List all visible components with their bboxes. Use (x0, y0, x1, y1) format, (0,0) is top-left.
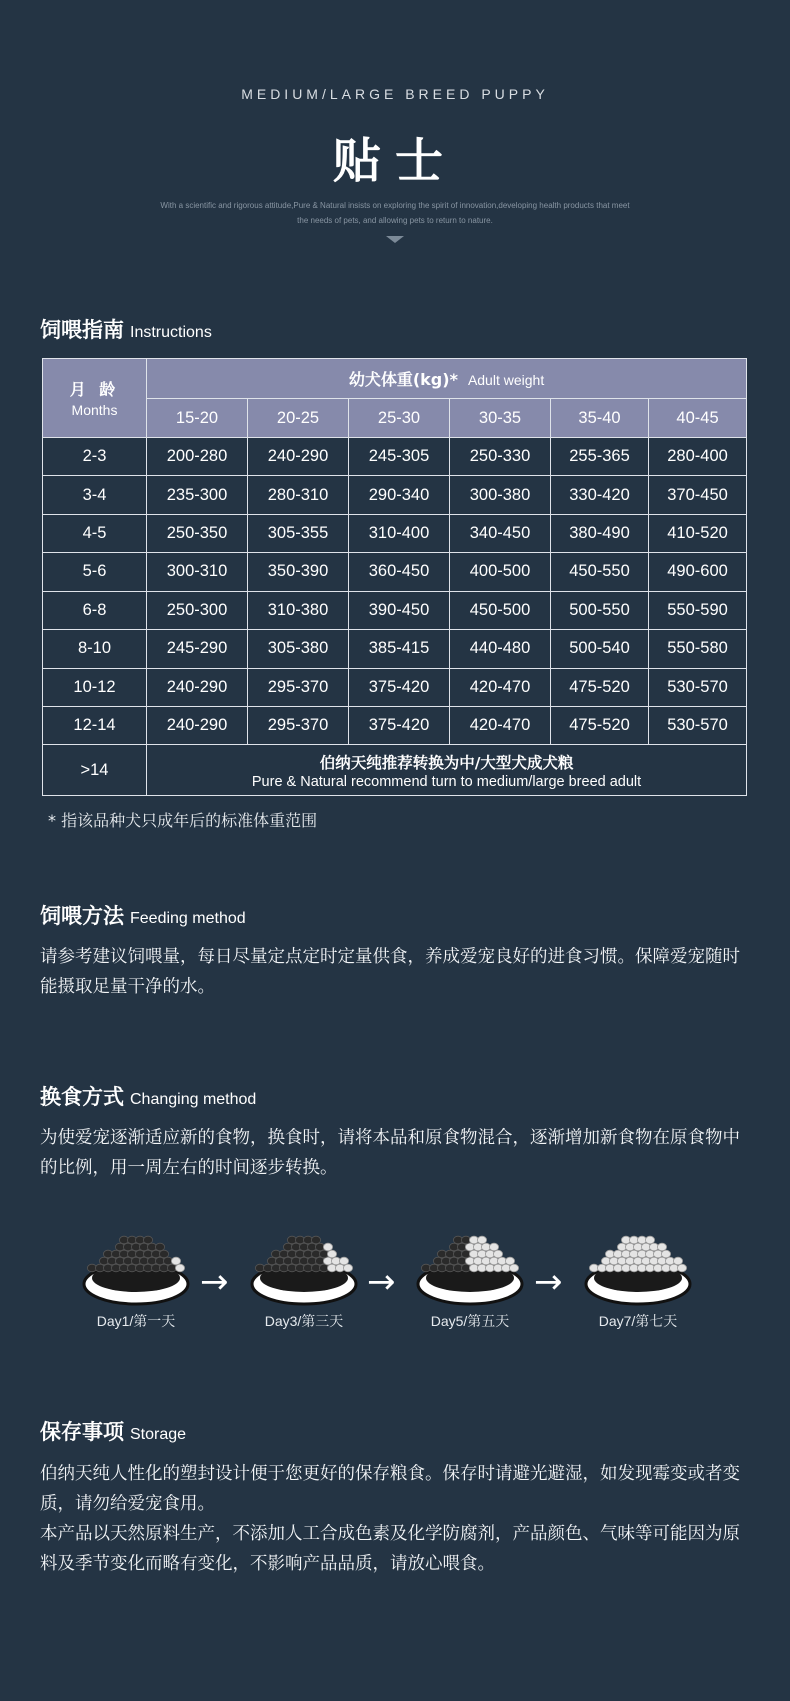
header-subtitle: MEDIUM/LARGE BREED PUPPY (241, 86, 549, 102)
table-row (43, 476, 747, 514)
arrow-right-icon: → (367, 1262, 396, 1302)
feeding-guide-title (40, 314, 212, 344)
table-row (43, 668, 747, 706)
new-food-pellet (343, 1264, 352, 1272)
recommendation-zh: 伯纳天纯推荐转换为中/大型犬成犬粮 (319, 753, 574, 772)
amount-cell: 310-380 (248, 591, 349, 629)
bowl-stage (244, 1222, 364, 1329)
amount-cell: 305-355 (248, 514, 349, 552)
feeding-guide-title-zh: 饲喂指南 (40, 318, 124, 342)
feeding-method-title-en: Feeding method (130, 910, 246, 927)
changing-method-title-zh: 换食方式 (40, 1085, 124, 1109)
table-row (43, 706, 747, 744)
amount-cell: 340-450 (450, 514, 551, 552)
new-food-pellet (171, 1257, 180, 1265)
weight-column-header: 20-25 (248, 399, 349, 437)
amount-cell: 360-450 (349, 553, 450, 591)
old-food-pellet (155, 1243, 164, 1251)
amount-cell: 370-450 (649, 476, 747, 514)
new-food-pellet (677, 1264, 686, 1272)
changing-method-title (40, 1081, 256, 1111)
changing-method-text: 为使爱宠逐渐适应新的食物，换食时，请将本品和原食物混合，逐渐增加新食物在原食物中的比例，用一周左右的时间逐步转换。 (40, 1128, 740, 1178)
header-description: With a scientific and rigorous attitude,Pure & Natural insists on exploring the spirit of innovation,developing health products that meet the needs of pets, and allowing pets to return to nature. (160, 201, 630, 225)
old-food-pellet (311, 1236, 320, 1244)
amount-cell: 300-310 (147, 553, 248, 591)
new-food-pellet (489, 1243, 498, 1251)
new-food-pellet (673, 1257, 682, 1265)
amount-cell: 350-390 (248, 553, 349, 591)
month-cell: 4-5 (43, 514, 147, 552)
arrow-right-icon: → (200, 1262, 229, 1302)
old-food-pellet (159, 1250, 168, 1258)
month-cell: 2-3 (43, 437, 147, 475)
new-food-pellet (505, 1257, 514, 1265)
amount-cell: 385-415 (349, 630, 450, 668)
amount-cell: 550-580 (649, 630, 747, 668)
month-cell: >14 (43, 745, 147, 796)
amount-cell: 250-330 (450, 437, 551, 475)
new-food-pellet (645, 1236, 654, 1244)
weight-column-header: 30-35 (450, 399, 551, 437)
month-header-zh: 月 龄 (69, 380, 120, 400)
amount-cell: 475-520 (551, 706, 649, 744)
amount-cell: 530-570 (649, 668, 747, 706)
new-food-pellet (175, 1264, 184, 1272)
bowl-icon (410, 1222, 530, 1307)
amount-cell: 420-470 (450, 706, 551, 744)
amount-cell: 240-290 (147, 668, 248, 706)
storage-title (40, 1416, 186, 1446)
amount-cell: 400-500 (450, 553, 551, 591)
table-row (43, 437, 747, 475)
amount-cell: 250-350 (147, 514, 248, 552)
month-cell: 10-12 (43, 668, 147, 706)
new-food-pellet (477, 1236, 486, 1244)
changing-method-title-en: Changing method (130, 1091, 257, 1108)
amount-cell: 240-290 (248, 437, 349, 475)
bowl-icon (244, 1222, 364, 1307)
stage-label: Day7/第七天 (598, 1313, 678, 1329)
recommendation-en: Pure & Natural recommend turn to medium/large breed adult (251, 773, 642, 790)
amount-cell: 410-520 (649, 514, 747, 552)
feeding-table (42, 358, 747, 796)
amount-cell: 310-400 (349, 514, 450, 552)
feeding-method-text: 请参考建议饲喂量，每日尽量定点定时定量供食，养成爱宠良好的进食习惯。保障爱宠随时能摄取足量干净的水。 (40, 947, 740, 997)
weight-header-en: Adult weight (467, 372, 545, 389)
amount-cell: 500-550 (551, 591, 649, 629)
amount-cell: 490-600 (649, 553, 747, 591)
caret-down-icon (386, 236, 404, 243)
amount-cell: 475-520 (551, 668, 649, 706)
amount-cell: 500-540 (551, 630, 649, 668)
table-row-final (43, 745, 747, 796)
month-header (43, 359, 147, 438)
new-food-pellet (657, 1243, 666, 1251)
storage-title-en: Storage (130, 1426, 187, 1443)
amount-cell: 245-290 (147, 630, 248, 668)
bowl-icon (578, 1222, 698, 1307)
weight-column-header: 25-30 (349, 399, 450, 437)
table-row (43, 553, 747, 591)
new-food-pellet (509, 1264, 518, 1272)
recommendation-cell (147, 745, 747, 796)
bowl-stage (76, 1222, 196, 1329)
stage-label: Day1/第一天 (96, 1313, 176, 1329)
new-food-pellet (339, 1257, 348, 1265)
amount-cell: 290-340 (349, 476, 450, 514)
amount-cell: 380-490 (551, 514, 649, 552)
amount-cell: 450-550 (551, 553, 649, 591)
weight-column-header: 15-20 (147, 399, 248, 437)
month-header-en: Months (71, 402, 118, 419)
bowl-stage (410, 1222, 530, 1329)
month-cell: 6-8 (43, 591, 147, 629)
amount-cell: 390-450 (349, 591, 450, 629)
amount-cell: 305-380 (248, 630, 349, 668)
amount-cell: 245-305 (349, 437, 450, 475)
table-row (43, 630, 747, 668)
amount-cell: 200-280 (147, 437, 248, 475)
amount-cell: 280-400 (649, 437, 747, 475)
month-cell: 12-14 (43, 706, 147, 744)
amount-cell: 375-420 (349, 668, 450, 706)
amount-cell: 235-300 (147, 476, 248, 514)
bowl-stage (578, 1222, 698, 1329)
amount-cell: 375-420 (349, 706, 450, 744)
amount-cell: 280-310 (248, 476, 349, 514)
amount-cell: 530-570 (649, 706, 747, 744)
old-food-pellet (143, 1236, 152, 1244)
weight-column-header: 40-45 (649, 399, 747, 437)
feeding-method-title-zh: 饲喂方法 (40, 904, 124, 928)
new-food-pellet (661, 1250, 670, 1258)
weight-column-header: 35-40 (551, 399, 649, 437)
new-food-pellet (323, 1243, 332, 1251)
weight-header-zh: 幼犬体重(kg)* (348, 370, 458, 390)
header-title: 贴士 (332, 133, 457, 189)
amount-cell: 295-370 (248, 706, 349, 744)
storage-title-zh: 保存事项 (40, 1420, 124, 1444)
storage-text-1: 伯纳天纯人性化的塑封设计便于您更好的保存粮食。保存时请避光避湿，如发现霉变或者变质，请勿给爱宠食用。 (40, 1464, 740, 1514)
table-row (43, 514, 747, 552)
amount-cell: 295-370 (248, 668, 349, 706)
table-row (43, 591, 747, 629)
amount-cell: 450-500 (450, 591, 551, 629)
amount-cell: 440-480 (450, 630, 551, 668)
amount-cell: 420-470 (450, 668, 551, 706)
amount-cell: 255-365 (551, 437, 649, 475)
arrow-right-icon: → (534, 1262, 563, 1302)
weight-header (147, 359, 747, 399)
amount-cell: 300-380 (450, 476, 551, 514)
feeding-method-title (40, 900, 246, 930)
month-cell: 5-6 (43, 553, 147, 591)
bowl-icon (76, 1222, 196, 1307)
month-cell: 8-10 (43, 630, 147, 668)
food-transition-diagram (0, 1222, 790, 1342)
amount-cell: 250-300 (147, 591, 248, 629)
stage-label: Day5/第五天 (430, 1313, 510, 1329)
stage-label: Day3/第三天 (264, 1313, 344, 1329)
feeding-guide-title-en: Instructions (130, 324, 212, 341)
storage-text-2: 本产品以天然原料生产，不添加人工合成色素及化学防腐剂，产品颜色、气味等可能因为原料及季节变化而略有变化，不影响产品品质，请放心喂食。 (40, 1524, 740, 1574)
amount-cell: 330-420 (551, 476, 649, 514)
amount-cell: 550-590 (649, 591, 747, 629)
table-footnote: * 指该品种犬只成年后的标准体重范围 (48, 811, 318, 830)
new-food-pellet (493, 1250, 502, 1258)
new-food-pellet (327, 1250, 336, 1258)
amount-cell: 240-290 (147, 706, 248, 744)
month-cell: 3-4 (43, 476, 147, 514)
